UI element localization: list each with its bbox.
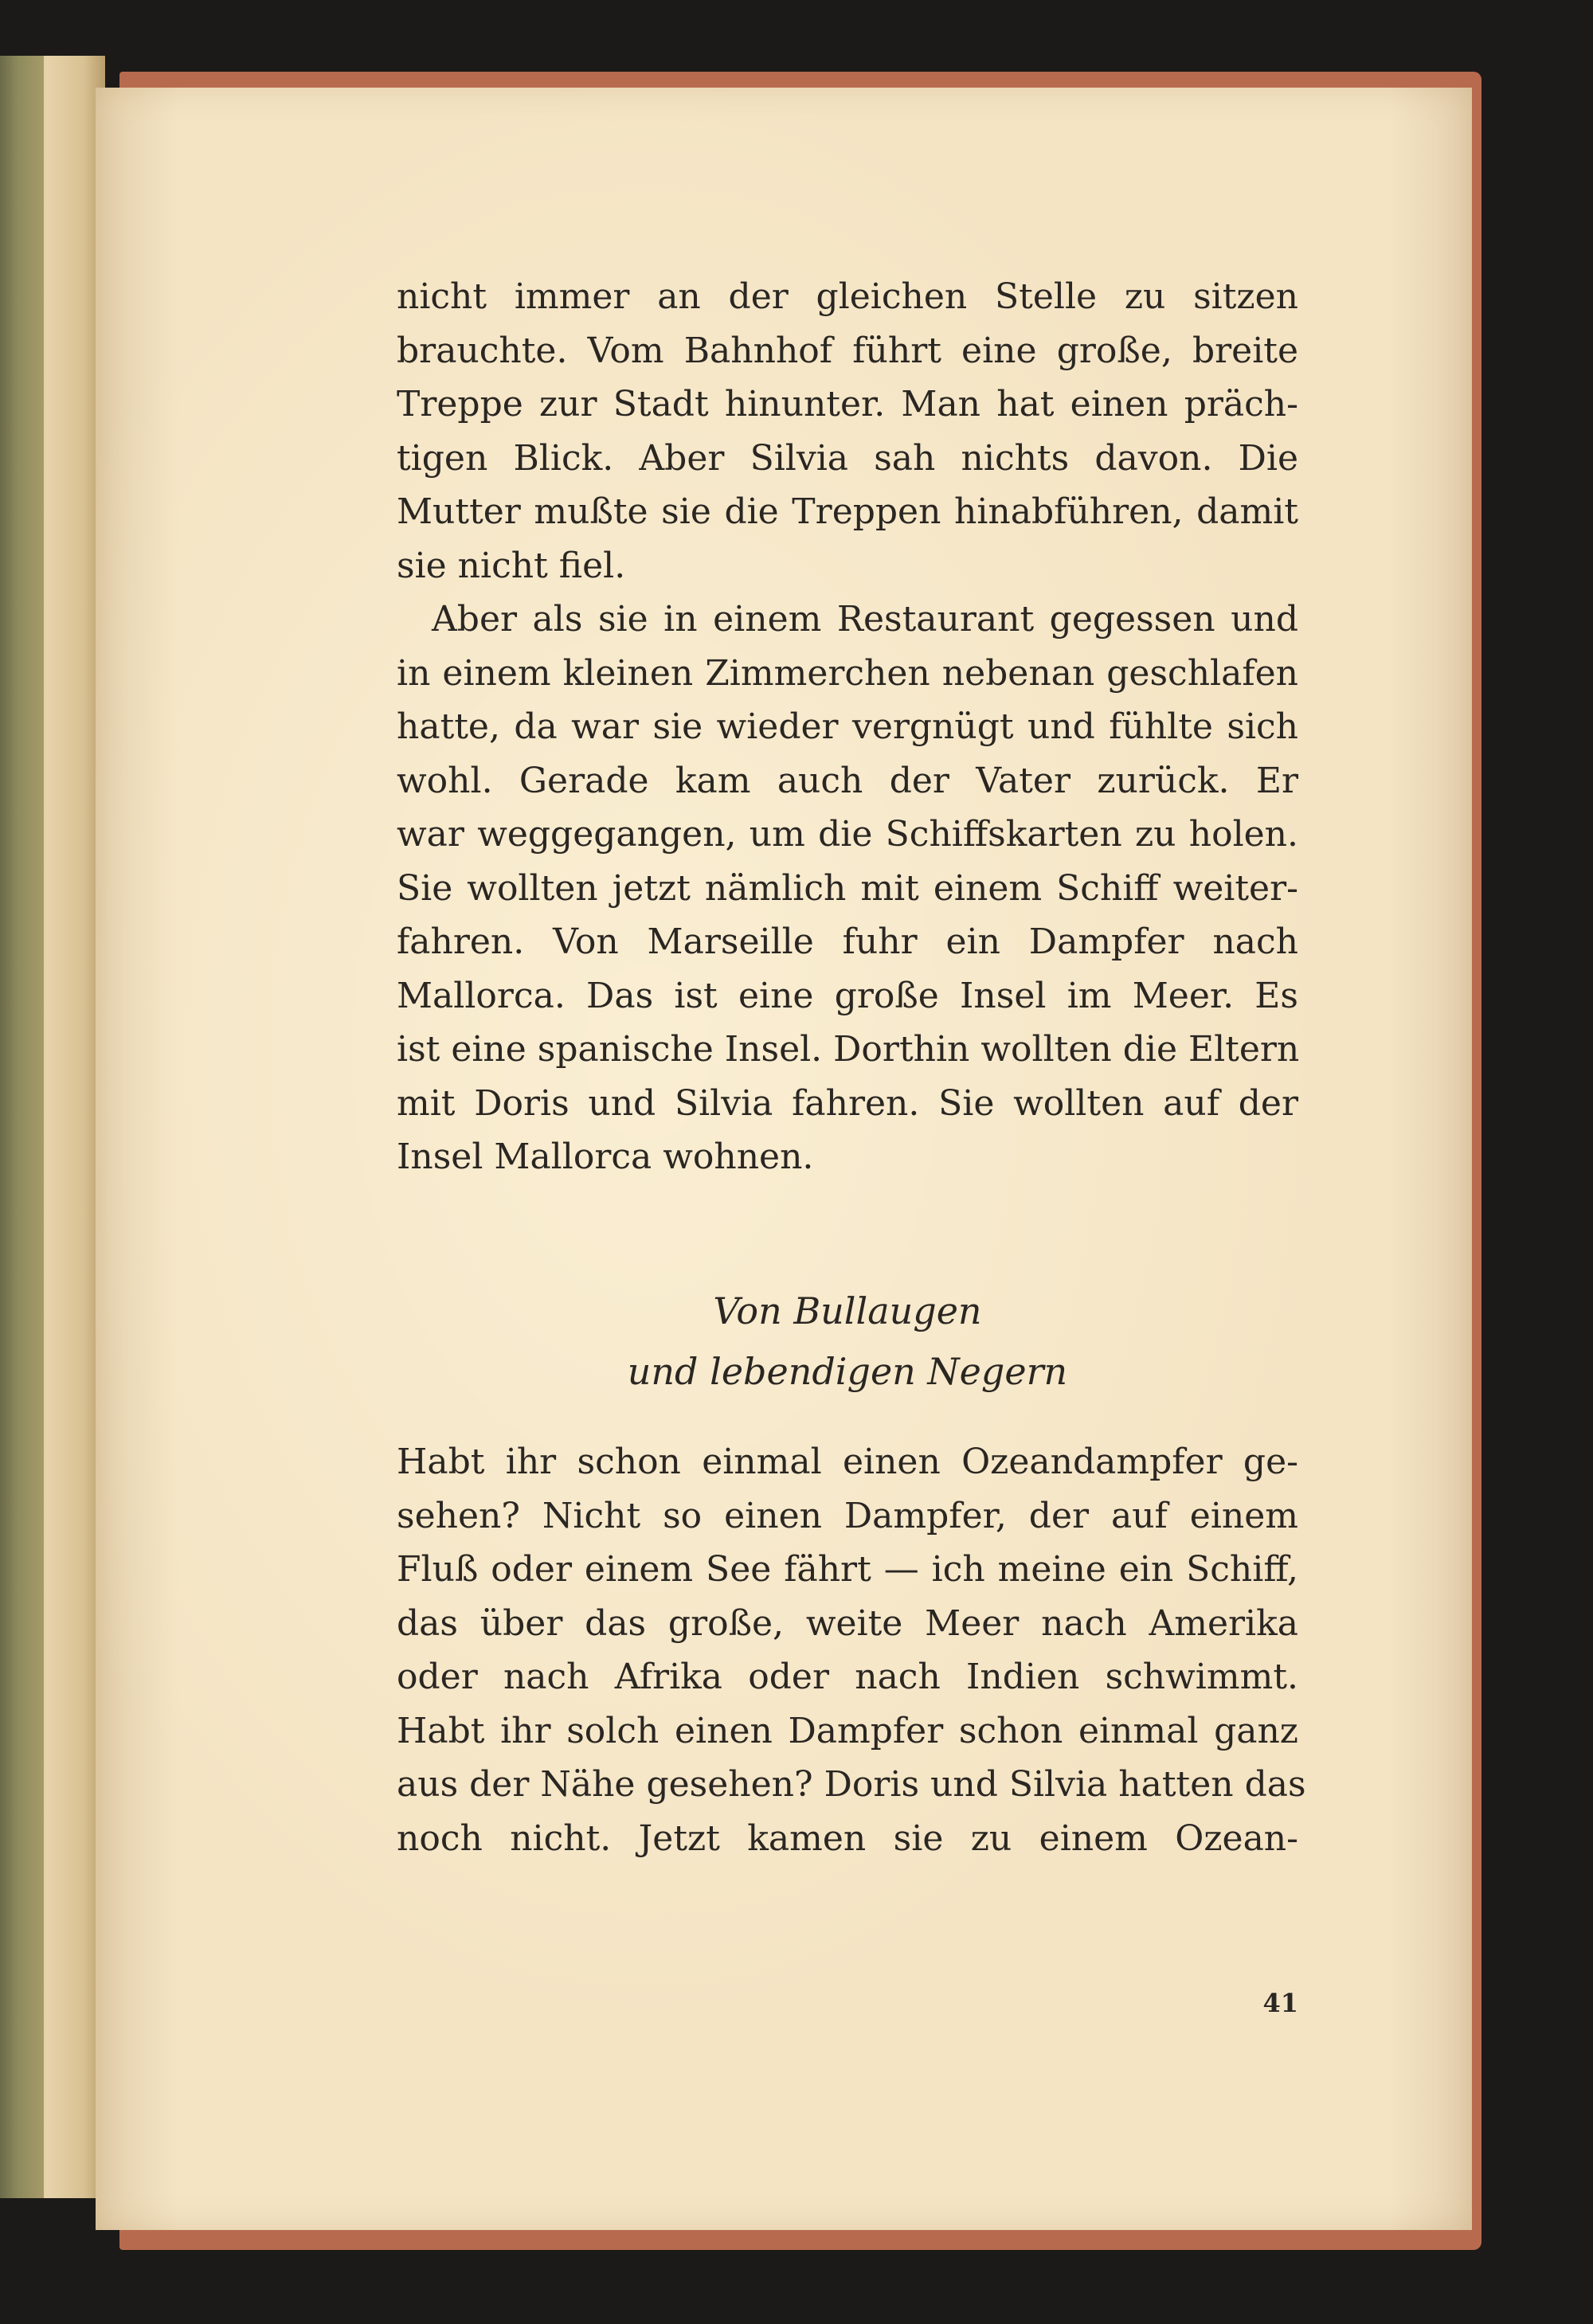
section-heading-line-2: und lebendigen Negern [627, 1350, 1068, 1393]
text-line: ist eine spanische Insel. Dorthin wollten die Eltern [397, 1029, 1300, 1070]
text-line: das über das große, weite Meer nach Amerika [397, 1602, 1298, 1644]
text-line: mit Doris und Silvia fahren. Sie wollten auf der [397, 1082, 1298, 1124]
text-line: Habt ihr schon einmal einen Ozeandampfer ge- [397, 1442, 1298, 1482]
book-page [96, 88, 1472, 2230]
text-line: in einem kleinen Zimmerchen nebenan geschlafen [397, 652, 1298, 694]
text-line: brauchte. Vom Bahnhof führt eine große, breite [397, 330, 1298, 371]
text-line: noch nicht. Jetzt kamen sie zu einem Ozean- [397, 1817, 1298, 1859]
section-heading [397, 1281, 1298, 1402]
section-heading-line-1: Von Bullaugen [713, 1289, 982, 1332]
text-line: war weggegangen, um die Schiffskarten zu holen. [397, 814, 1298, 855]
paragraph-3 [397, 1435, 1306, 1865]
text-line: tigen Blick. Aber Silvia sah nichts davon. Die [397, 437, 1298, 479]
text-line: Mutter mußte sie die Treppen hinabführen, damit [397, 491, 1298, 532]
text-line: oder nach Afrika oder nach Indien schwimmt. [397, 1657, 1298, 1697]
text-line: sie nicht fiel. [397, 545, 626, 586]
text-line: Habt ihr solch einen Dampfer schon einmal ganz [397, 1710, 1298, 1751]
text-line: hatte, da war sie wieder vergnügt und fühlte sich [397, 706, 1298, 747]
text-line: fahren. Von Marseille fuhr ein Dampfer nach [397, 921, 1298, 962]
paragraph-1 [397, 270, 1298, 593]
text-line: aus der Nähe gesehen? Doris und Silvia hatten das [397, 1764, 1306, 1805]
text-line: Treppe zur Stadt hinunter. Man hat einen präch- [397, 384, 1298, 425]
text-line: Fluß oder einem See fährt — ich meine ein Schiff, [397, 1549, 1298, 1590]
text-line: Aber als sie in einem Restaurant gegessen und [432, 599, 1298, 640]
book-binding [0, 56, 44, 2198]
text-line: wohl. Gerade kam auch der Vater zurück. Er [397, 760, 1298, 801]
text-line: sehen? Nicht so einen Dampfer, der auf einem [397, 1495, 1298, 1536]
page-number: 41 [1262, 1988, 1298, 2018]
text-line: Mallorca. Das ist eine große Insel im Meer. Es [397, 975, 1298, 1016]
paragraph-2 [397, 593, 1298, 1184]
text-line: nicht immer an der gleichen Stelle zu sitzen [397, 276, 1298, 317]
text-line: Insel Mallorca wohnen. [397, 1137, 814, 1177]
text-line: Sie wollten jetzt nämlich mit einem Schiff weiter- [397, 867, 1298, 909]
